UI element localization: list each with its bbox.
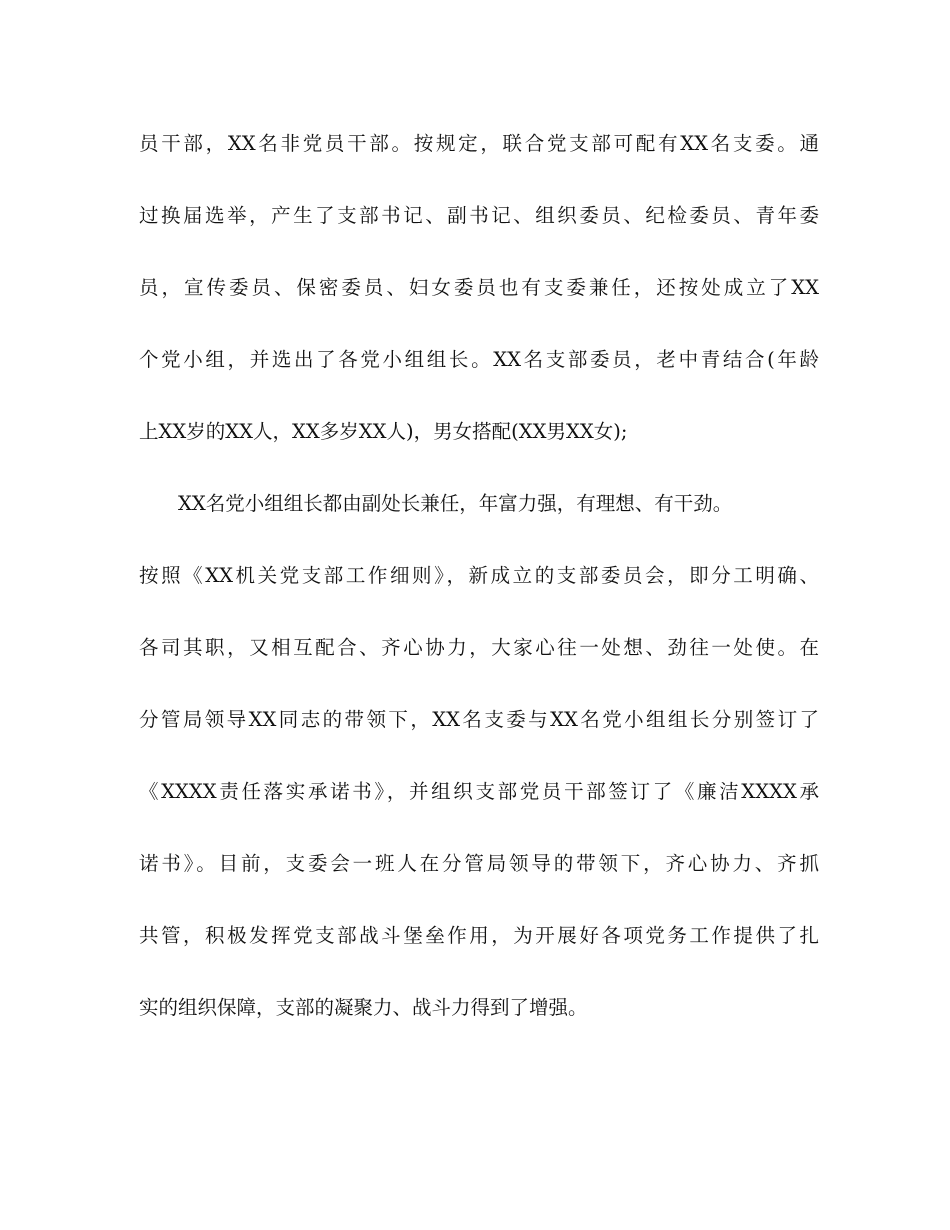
text-line-2: 过换届选举，产生了支部书记、副书记、组织委员、纪检委员、青年委 bbox=[139, 204, 819, 227]
text-line-3: 员，宣传委员、保密委员、妇女委员也有支委兼任，还按处成立了XX bbox=[139, 276, 819, 299]
text-line-4: 个党小组，并选出了各党小组组长。XX名支部委员，老中青结合(年龄 bbox=[139, 348, 819, 371]
paragraph-2-line-8: 实的组织保障，支部的凝聚力、战斗力得到了增强。 bbox=[139, 996, 588, 1019]
paragraph-2-line-3: 各司其职，又相互配合、齐心协力，大家心往一处想、劲往一处使。在 bbox=[139, 636, 819, 659]
body-text bbox=[139, 120, 819, 1032]
paragraph-2-line-1: XX名党小组组长都由副处长兼任，年富力强，有理想、有干劲。 bbox=[178, 492, 733, 515]
paragraph-2-line-4: 分管局领导XX同志的带领下，XX名支委与XX名党小组组长分别签订了 bbox=[139, 708, 819, 731]
paragraph-2-line-7: 共管，积极发挥党支部战斗堡垒作用，为开展好各项党务工作提供了扎 bbox=[139, 924, 819, 947]
paragraph-2-line-6: 诺书》。目前，支委会一班人在分管局领导的带领下，齐心协力、齐抓 bbox=[139, 852, 819, 875]
text-line-5: 上XX岁的XX人，XX多岁XX人)，男女搭配(XX男XX女); bbox=[139, 420, 628, 443]
paragraph-2-line-5: 《XXXX责任落实承诺书》，并组织支部党员干部签订了《廉洁XXXX承 bbox=[139, 780, 819, 803]
paragraph-2-line-2: 按照《XX机关党支部工作细则》，新成立的支部委员会，即分工明确、 bbox=[139, 564, 819, 587]
text-line-1: 员干部，XX名非党员干部。按规定，联合党支部可配有XX名支委。通 bbox=[139, 132, 819, 155]
